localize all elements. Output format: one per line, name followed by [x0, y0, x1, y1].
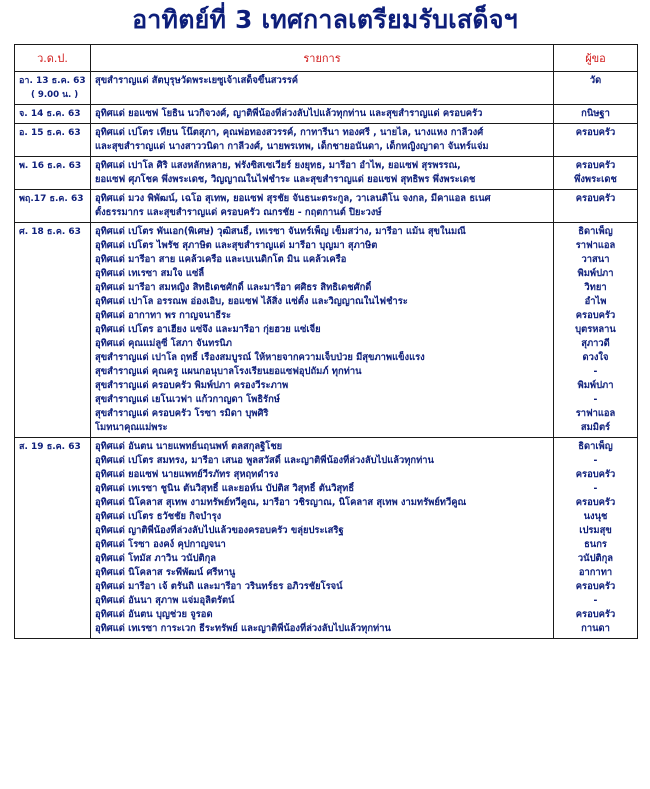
item-line: อุทิศแด่ ยอแซฟ โยธิน นวกิจวงศ์, ญาติพี่น้องที่ล่วงลับไปแล้วทุกท่าน และสุขสำราญแด่ ครอบครัว	[95, 108, 483, 119]
requester-name: ราฟาแอล	[575, 240, 616, 251]
item-line: สุขสำราญแด่ ครอบครัว โรซา รมิดา บุพศิริ	[95, 408, 269, 419]
header-item: รายการ	[91, 45, 554, 72]
item-cell	[91, 157, 554, 190]
table-row	[15, 438, 638, 639]
schedule-table	[14, 44, 638, 639]
table-row	[15, 105, 638, 124]
requester-name: ธนกร	[584, 539, 607, 550]
requester-name: -	[593, 394, 598, 405]
item-line: อุทิศแด่ นิโคลาส สุเทพ งามทรัพย์ทวีคูณ, มารีอา วชิรญาณ, นิโคลาส สุเทพ งามทรัพย์ทวีคูณ	[95, 497, 467, 508]
date-text: จ. 14 ธ.ค. 63	[19, 109, 81, 119]
item-line: อุทิศแด่ เปาโล ศิริ แสงหลักหลาย, ฟรังซิสเซเวียร์ ยงยุทธ, มารีอา อำไพ, ยอแซฟ สุรพรรณ,	[95, 160, 461, 171]
requester-name: เปรมสุข	[579, 525, 612, 536]
table-row	[15, 124, 638, 157]
item-line: อุทิศแด่ อากาทา พร กาญจนาธีระ	[95, 310, 232, 321]
requester-name: ธิดาเพ็ญ	[578, 226, 613, 237]
date-text: ส. 19 ธ.ค. 63	[19, 442, 81, 452]
requester-cell	[554, 157, 638, 190]
requester-cell	[554, 438, 638, 639]
date-text: อ. 15 ธ.ค. 63	[19, 128, 81, 138]
table-row	[15, 72, 638, 105]
item-line: อุทิศแด่ ยอแซฟ นายแพทย์วีรภัทร สุหฤทดำรง	[95, 469, 279, 480]
item-cell	[91, 105, 554, 124]
item-line: อุทิศแด่ มารีอา สมหญิง สิทธิเดชศักดิ์ และมารีอา ศศิธร สิทธิเดชศักดิ์	[95, 282, 372, 293]
date-text: พ. 16 ธ.ค. 63	[19, 161, 82, 171]
item-line: อุทิศแด่ เทเรซา ชูนิน ตันวิสุทธิ์ และยอห์น บัปติส วิสุทธิ์ ตันวิสุทธิ์	[95, 483, 355, 494]
table-row	[15, 157, 638, 190]
item-line: อุทิศแด่ เปโตร ธวัชชัย กิจบำรุง	[95, 511, 222, 522]
requester-name: ครอบครัว	[575, 497, 616, 508]
item-cell	[91, 124, 554, 157]
date-text: พฤ.17 ธ.ค. 63	[19, 194, 84, 204]
requester-name: วาสนา	[581, 254, 610, 265]
header-date: ว.ด.ป.	[15, 45, 91, 72]
requester-name: ครอบครัว	[575, 469, 616, 480]
item-line: อุทิศแด่ มารีอา สาย แคล้วเครือ และเบเนดิกโต มิน แคล้วเครือ	[95, 254, 347, 265]
date-cell	[15, 223, 91, 438]
requester-name: พิมพ์ปภา	[577, 380, 614, 391]
date-cell	[15, 157, 91, 190]
item-line: อุทิศแด่ เปโตร พันเอก(พิเศษ) วุฒิสนธิ์, เทเรซา จันทร์เพ็ญ เข็มสว่าง, มารีอา แม้น สุขในมณี	[95, 226, 466, 237]
requester-name: พิมพ์ปภา	[577, 268, 614, 279]
requester-name: ราฟาแอล	[575, 408, 616, 419]
item-line: อุทิศแด่ เปาโล อรรณพ อ่องเอิบ, ยอแซฟ ไล้สิ่ง แซ่ตั้ง และวิญญาณในไฟชำระ	[95, 296, 408, 307]
item-line: สุขสำราญแด่ คุณครู แผนกอนุบาลโรงเรียนยอแซฟอุปถัมภ์ ทุกท่าน	[95, 366, 362, 377]
requester-name: อากาทา	[578, 567, 613, 578]
date-cell	[15, 124, 91, 157]
item-line: สุขสำราญแด่ ครอบครัว พิมพ์ปภา ครองวีระภาพ	[95, 380, 289, 391]
item-line: อุทิศแด่ อันตน นายแพทย์นฤนพท์ ตลสกุลฐิโชย	[95, 441, 283, 452]
item-line: สุขสำราญแด่ เปาโล ฤทธิ์ เรืองสมบูรณ์ ให้หายจากความเจ็บป่วย มีสุขภาพแข็งแรง	[95, 352, 425, 363]
item-line: อุทิศแด่ คุณแม่ลูซี่ โสภา จันทรนิภ	[95, 338, 232, 349]
requester-name: วัด	[589, 75, 602, 86]
item-line: สุขสำราญแด่ เยโนเวฟา แก้วกาญดา โพธิรักษ์	[95, 394, 280, 405]
requester-name: วนัปติกุล	[577, 553, 614, 564]
requester-name: ครอบครัว	[575, 127, 616, 138]
requester-name: ครอบครัว	[575, 193, 616, 204]
item-line: อุทิศแด่ นิโคลาส ระพีพัฒน์ ศรีหานู	[95, 567, 236, 578]
item-line: อุทิศแด่ เปโตร สมทรง, มารีอา เสนอ พูลสวัสดิ์ และญาติพี่น้องที่ล่วงลับไปแล้วทุกท่าน	[95, 455, 434, 466]
item-line: อุทิศแด่ เทเรซา การะเวก ธีระทรัพย์ และญาติพี่น้องที่ล่วงลับไปแล้วทุกท่าน	[95, 623, 391, 634]
requester-name: -	[593, 366, 598, 377]
requester-cell	[554, 105, 638, 124]
header-requester: ผู้ขอ	[554, 45, 638, 72]
table-row	[15, 190, 638, 223]
requester-cell	[554, 124, 638, 157]
requester-cell	[554, 72, 638, 105]
requester-name: นงนุช	[583, 511, 608, 522]
item-line: อุทิศแด่ เทเรซา สมใจ แซ่ลี้	[95, 268, 205, 279]
page-title: อาทิตย์ที่ 3 เทศกาลเตรียมรับเสด็จฯ	[132, 5, 518, 34]
item-cell	[91, 72, 554, 105]
requester-name: ครอบครัว	[575, 310, 616, 321]
schedule-body	[15, 72, 638, 639]
date-cell	[15, 190, 91, 223]
item-line: และสุขสำราญแด่ นางสาววนิดา กาลีวงศ์, นายพรเทพ, เด็กชายอนันดา, เด็กหญิงญาดา จันทร์แจ่ม	[95, 141, 489, 152]
date-text: อา. 13 ธ.ค. 63	[19, 76, 86, 86]
item-cell	[91, 190, 554, 223]
item-line: อุทิศแด่ โรซา องคง์ คุปกาญจนา	[95, 539, 226, 550]
requester-name: อำไพ	[584, 296, 607, 307]
item-line: สุขสำราญแด่ สัตบุรุษวัดพระเยซูเจ้าเสด็จขึ้นสวรรค์	[95, 75, 299, 86]
requester-name: ครอบครัว	[575, 160, 616, 171]
item-line: ยอแซฟ ศุภโชค พึ่งพระเดช, วิญญาณในไฟชำระ และสุขสำราญแด่ ยอแซฟ สุทธิพร พึ่งพระเดช	[95, 174, 476, 185]
item-cell	[91, 438, 554, 639]
requester-name: พึ่งพระเดช	[574, 174, 617, 185]
item-line: อุทิศแด่ เปโตร ไพรัช สุภาษิต และสุขสำราญแด่ มารีอา บุญมา สุภาษิต	[95, 240, 378, 251]
requester-name: สุภาวดี	[581, 338, 610, 349]
item-line: อุทิศแด่ อันนา สุภาพ แจ่มอุลิตรัตน์	[95, 595, 235, 606]
requester-name: ดวงใจ	[582, 352, 609, 363]
requester-name: วิทยา	[584, 282, 607, 293]
requester-cell	[554, 190, 638, 223]
time-text: ( 9.00 น. )	[31, 90, 79, 100]
table-row	[15, 223, 638, 438]
table-header-row	[15, 45, 638, 72]
item-line: อุทิศแด่ ญาติพี่น้องที่ล่วงลับไปแล้วของครอบครัว ขลุ่ยประเสริฐ	[95, 525, 344, 536]
item-line: อุทิศแด่ เปโตร อาเฮียง แซ่จึง และมารีอา กุ่ยฮวย แซ่เจี่ย	[95, 324, 321, 335]
requester-name: บุตรหลาน	[575, 324, 616, 335]
date-text: ศ. 18 ธ.ค. 63	[19, 227, 81, 237]
requester-name: กนิษฐา	[581, 108, 610, 119]
item-line: โมทนาคุณแม่พระ	[95, 422, 168, 433]
requester-name: ครอบครัว	[575, 609, 616, 620]
item-line: อุทิศแด่ เปโตร เทียน โน๊ตสุภา, คุณพ่อทองสวรรค์, กาทารีนา ทองศรี , นายไล, นางแหง กาลีวงศ์	[95, 127, 484, 138]
item-line: อุทิศแด่ โทมัส ภาวิน วนัปติกุล	[95, 553, 217, 564]
requester-name: -	[593, 595, 598, 606]
requester-name: -	[593, 483, 598, 494]
requester-name: สมมิตร์	[580, 422, 611, 433]
requester-cell	[554, 223, 638, 438]
item-line: อุทิศแด่ อันตน บุญช่วย จูรอด	[95, 609, 213, 620]
item-cell	[91, 223, 554, 438]
date-cell	[15, 438, 91, 639]
item-line: อุทิศแด่ มารีอา เจ้ ตรันถิ และมารีอา วรินทร์ธร อภิวรชัยโรจน์	[95, 581, 343, 592]
requester-name: ธิดาเพ็ญ	[578, 441, 613, 452]
date-cell	[15, 105, 91, 124]
requester-name: ครอบครัว	[575, 581, 616, 592]
date-cell	[15, 72, 91, 105]
requester-name: กานดา	[581, 623, 610, 634]
item-line: ตั้งธรรมากร และสุขสำราญแด่ ครอบครัว ณกรชัย - กฤตกานต์ ปิยะวงษ์	[95, 207, 382, 218]
item-line: อุทิศแด่ มวง พิพัฒน์, เฉโอ สุเทพ, ยอแซฟ สุรชัย จันธนะตระกูล, วาเลนติโน จงกล, มีคาแอล ธเนศ	[95, 193, 491, 204]
requester-name: -	[593, 455, 598, 466]
